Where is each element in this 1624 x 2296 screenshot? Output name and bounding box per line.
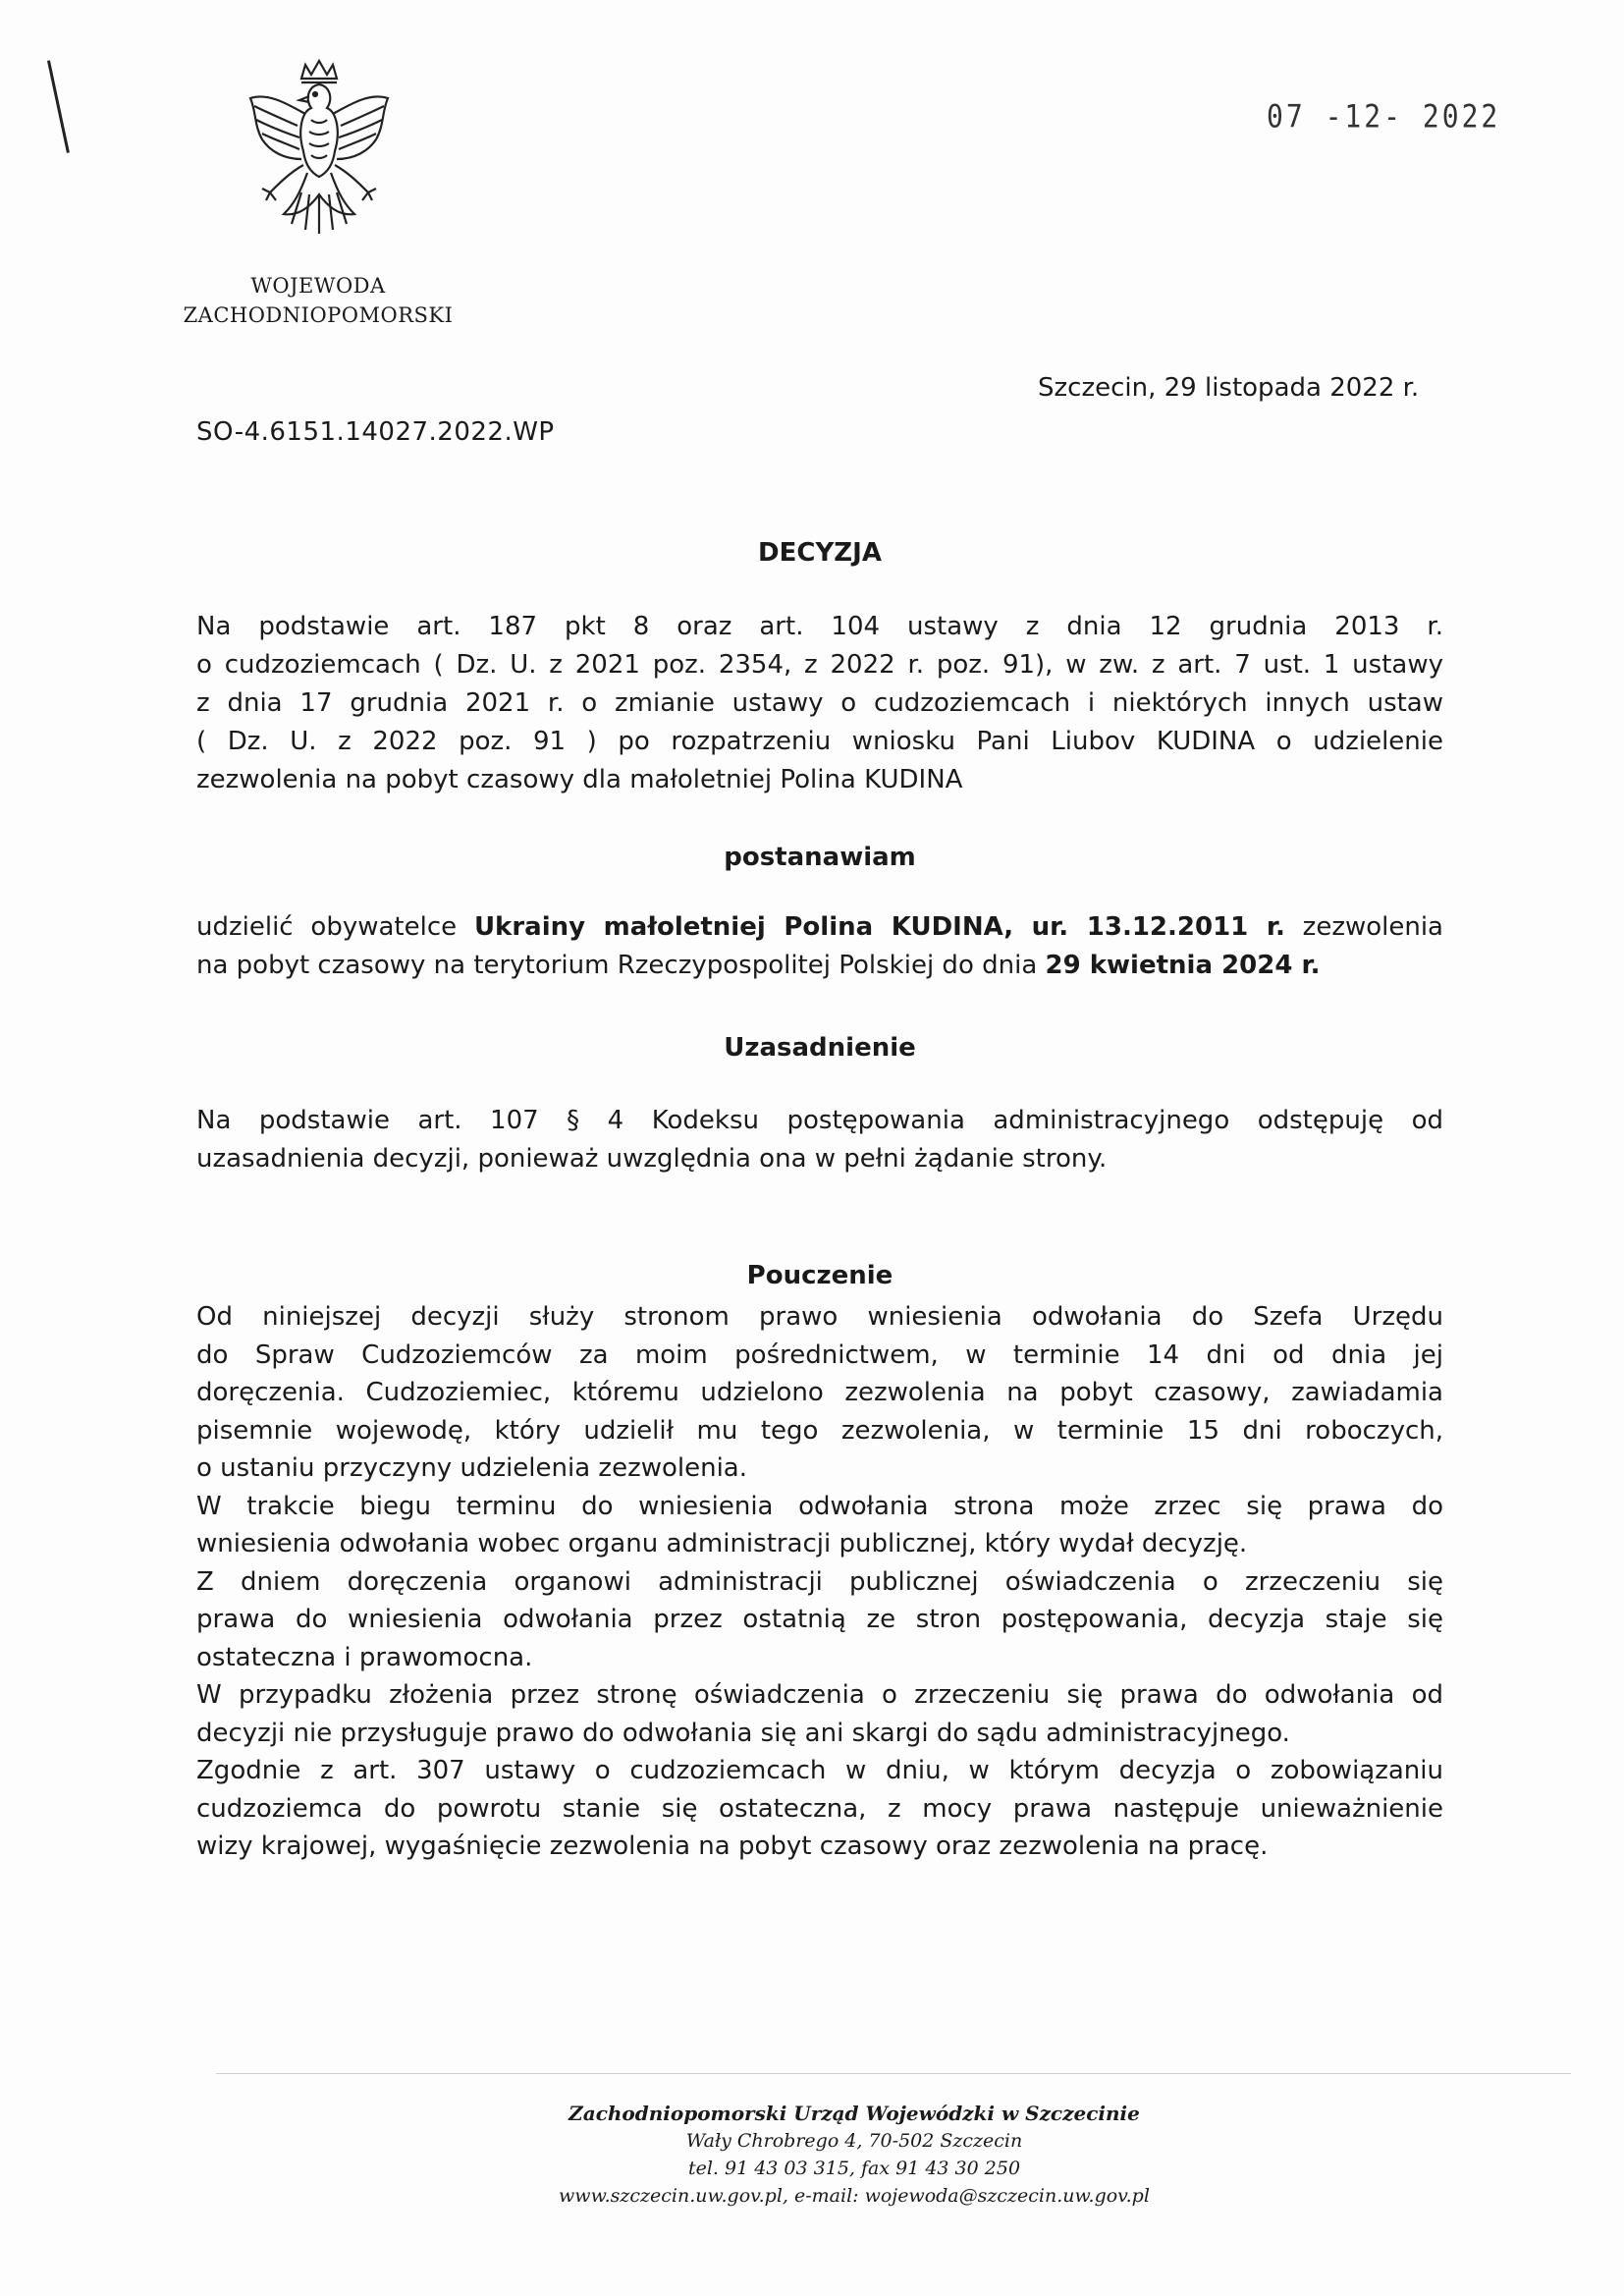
instruction-line: Z dniem doręczenia organowi administracji publicznej oświadczenia o zrzeczeniu się <box>196 1566 1443 1597</box>
justification-line: uzasadnienia decyzji, ponieważ uwzględnia ona w pełni żądanie strony. <box>196 1144 1108 1174</box>
instruction-line: decyzji nie przysługuje prawo do odwołania się ani skargi do sądu administracyjnego. <box>196 1718 1290 1748</box>
footer-divider <box>216 2073 1571 2074</box>
authority-line1: WOJEWODA <box>250 274 386 298</box>
legal-basis-line: z dnia 17 grudnia 2021 r. o zmianie ustawy o cudzoziemcach i niektórych innych ustaw <box>196 688 1443 718</box>
instruction-line: prawa do wniesienia odwołania przez ostatnią ze stron postępowania, decyzja staje się <box>196 1605 1443 1634</box>
receipt-stamp-date: 07 -12- 2022 <box>1267 97 1501 136</box>
legal-basis-paragraph <box>196 608 1443 799</box>
justification-paragraph <box>196 1102 1443 1178</box>
instruction-body <box>196 1298 1443 1866</box>
resolution-valid-until: 29 kwietnia 2024 r. <box>1045 951 1321 980</box>
resolution-person: Ukrainy małoletniej Polina KUDINA, ur. 13.12.2011 r. <box>473 912 1285 942</box>
resolution-line-2 <box>196 947 1443 985</box>
resolve-heading: postanawiam <box>724 843 916 872</box>
instruction-line: cudzoziemca do powrotu stanie się ostateczna, z mocy prawa następuje unieważnienie <box>196 1793 1443 1824</box>
instruction-line: Od niniejszej decyzji służy stronom prawo wniesienia odwołania do Szefa Urzędu <box>196 1302 1443 1332</box>
footer-phone: tel. 91 43 03 315, fax 91 43 30 250 <box>687 2158 1021 2179</box>
instruction-heading: Pouczenie <box>746 1261 893 1290</box>
instruction-line: wniesienia odwołania wobec organu administracji publicznej, który wydał decyzję. <box>196 1529 1248 1558</box>
justification-heading: Uzasadnienie <box>724 1033 916 1063</box>
authority-line2: ZACHODNIOPOMORSKI <box>183 303 454 327</box>
legal-basis-line: ( Dz. U. z 2022 poz. 91 ) po rozpatrzeniu wniosku Pani Liubov KUDINA o udzielenie <box>196 727 1443 756</box>
instruction-line: ostateczna i prawomocna. <box>196 1642 533 1672</box>
instruction-line: Zgodnie z art. 307 ustawy o cudzoziemcach w dniu, w którym decyzja o zobowiązaniu <box>196 1756 1443 1785</box>
issuing-authority <box>147 271 489 330</box>
footer-organization: Zachodniopomorski Urząd Wojewódzki w Szczecinie <box>568 2102 1140 2125</box>
legal-basis-line: zezwolenia na pobyt czasowy dla małoletniej Polina KUDINA <box>196 765 963 794</box>
decision-title: DECYZJA <box>758 538 882 568</box>
resolution-text: udzielić obywatelce <box>196 912 474 942</box>
instruction-line: wizy krajowej, wygaśnięcie zezwolenia na pobyt czasowy oraz zezwolenia na pracę. <box>196 1831 1269 1861</box>
resolution-paragraph <box>196 908 1443 985</box>
resolution-line-1 <box>196 908 1443 947</box>
instruction-line: o ustaniu przyczyny udzielenia zezwolenia. <box>196 1453 748 1483</box>
case-number: SO-4.6151.14027.2022.WP <box>196 417 555 447</box>
margin-mark <box>47 60 70 153</box>
instruction-line: W przypadku złożenia przez stronę oświadczenia o zrzeczeniu się prawa do odwołania od <box>196 1680 1443 1710</box>
instruction-line: doręczenia. Cudzoziemiec, któremu udzielono zezwolenia na pobyt czasowy, zawiadamia <box>196 1378 1443 1407</box>
polish-eagle-emblem-icon <box>241 57 398 263</box>
footer-web: www.szczecin.uw.gov.pl, e-mail: wojewoda@szczecin.uw.gov.pl <box>559 2185 1150 2207</box>
place-and-date: Szczecin, 29 listopada 2022 r. <box>1038 373 1420 403</box>
resolution-text: zezwolenia <box>1284 912 1443 942</box>
footer-address: Wały Chrobrego 4, 70-502 Szczecin <box>685 2130 1023 2152</box>
resolution-text: na pobyt czasowy na terytorium Rzeczypospolitej Polskiej do dnia <box>196 951 1046 980</box>
legal-basis-line: Na podstawie art. 187 pkt 8 oraz art. 104 ustawy z dnia 12 grudnia 2013 r. <box>196 612 1443 641</box>
instruction-line: pisemnie wojewodę, który udzielił mu tego zezwolenia, w terminie 15 dni roboczych, <box>196 1415 1443 1446</box>
legal-basis-line: o cudzoziemcach ( Dz. U. z 2021 poz. 2354, z 2022 r. poz. 91), w zw. z art. 7 ust. 1 ustawy <box>196 650 1443 680</box>
footer <box>432 2100 1276 2210</box>
instruction-line: W trakcie biegu terminu do wniesienia odwołania strona może zrzec się prawa do <box>196 1491 1443 1521</box>
justification-line: Na podstawie art. 107 § 4 Kodeksu postępowania administracyjnego odstępuję od <box>196 1106 1443 1135</box>
instruction-line: do Spraw Cudzoziemców za moim pośrednictwem, w terminie 14 dni od dnia jej <box>196 1339 1443 1370</box>
